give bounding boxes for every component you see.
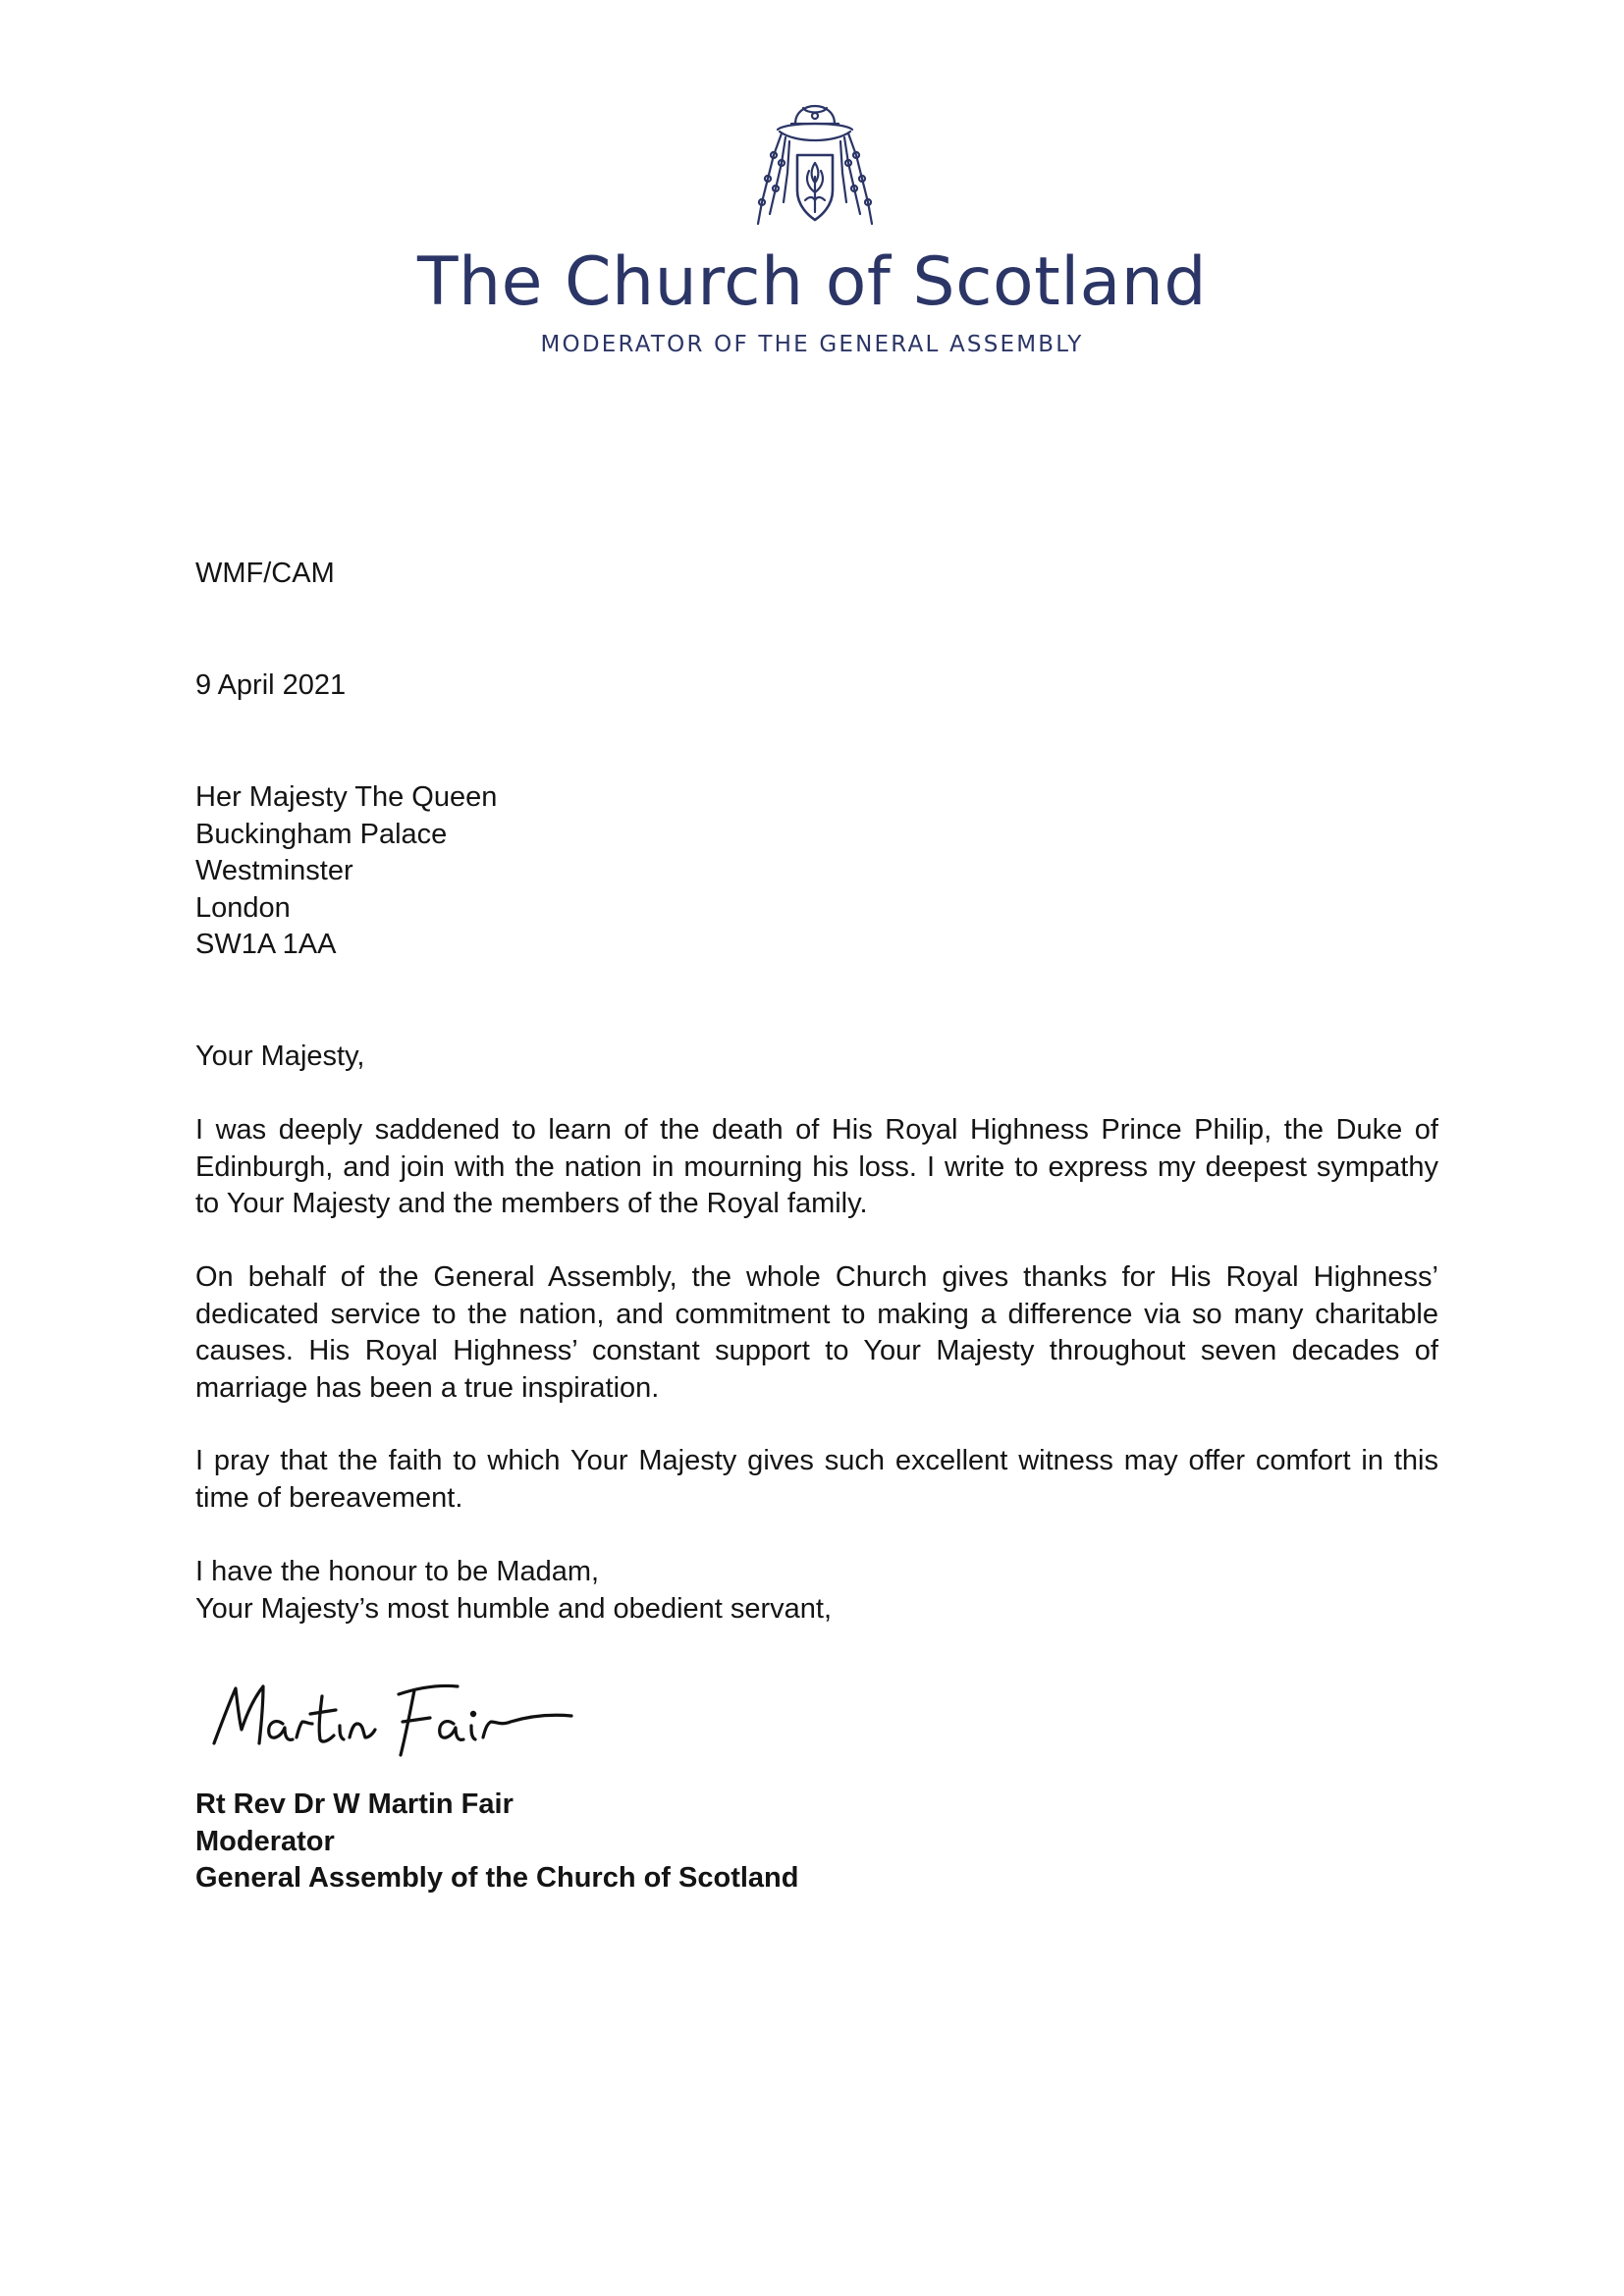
handwritten-signature: [206, 1667, 579, 1765]
recipient-postcode: SW1A 1AA: [195, 929, 337, 960]
salutation: Your Majesty,: [195, 1041, 365, 1072]
body-paragraph: On behalf of the General Assembly, the whole Church gives thanks for His Royal Highness’ dedicated service to the nation, and commitment to making a difference via so many charitable causes. His Royal Highness’ constant support to Your Majesty throughout seven decades of marriage has been a true inspiration.: [195, 1261, 1438, 1404]
church-crest-icon: [756, 94, 874, 243]
signatory-name: Rt Rev Dr W Martin Fair: [195, 1789, 514, 1820]
recipient-address-line: Buckingham Palace: [195, 818, 448, 850]
recipient-address: [195, 779, 1438, 964]
closing-line: Your Majesty’s most humble and obedient servant,: [195, 1592, 833, 1625]
signatory-organization: General Assembly of the Church of Scotland: [195, 1862, 799, 1894]
body-paragraph: I pray that the faith to which Your Majesty gives such excellent witness may offer comfort in this time of bereavement.: [195, 1445, 1438, 1514]
recipient-address-line: Westminster: [195, 855, 353, 886]
letter-reference: WMF/CAM: [195, 558, 335, 589]
signatory-title: Moderator: [195, 1825, 335, 1857]
recipient-city: London: [195, 891, 291, 924]
closing-line: I have the honour to be Madam,: [195, 1556, 600, 1587]
organization-subtitle: MODERATOR OF THE GENERAL ASSEMBLY: [540, 332, 1084, 357]
organization-name: The Church of Scotland: [416, 243, 1208, 321]
letter-date: 9 April 2021: [195, 669, 347, 701]
body-paragraph: I was deeply saddened to learn of the death of His Royal Highness Prince Philip, the Duke of Edinburgh, and join with the nation in mourning his loss. I write to express my deepest sympathy to Your Majesty and the members of the Royal family.: [195, 1114, 1438, 1219]
letterhead: [0, 0, 1624, 373]
recipient-name: Her Majesty The Queen: [195, 781, 498, 813]
closing: [195, 1554, 1438, 1628]
signatory-block: [195, 1787, 1438, 1897]
